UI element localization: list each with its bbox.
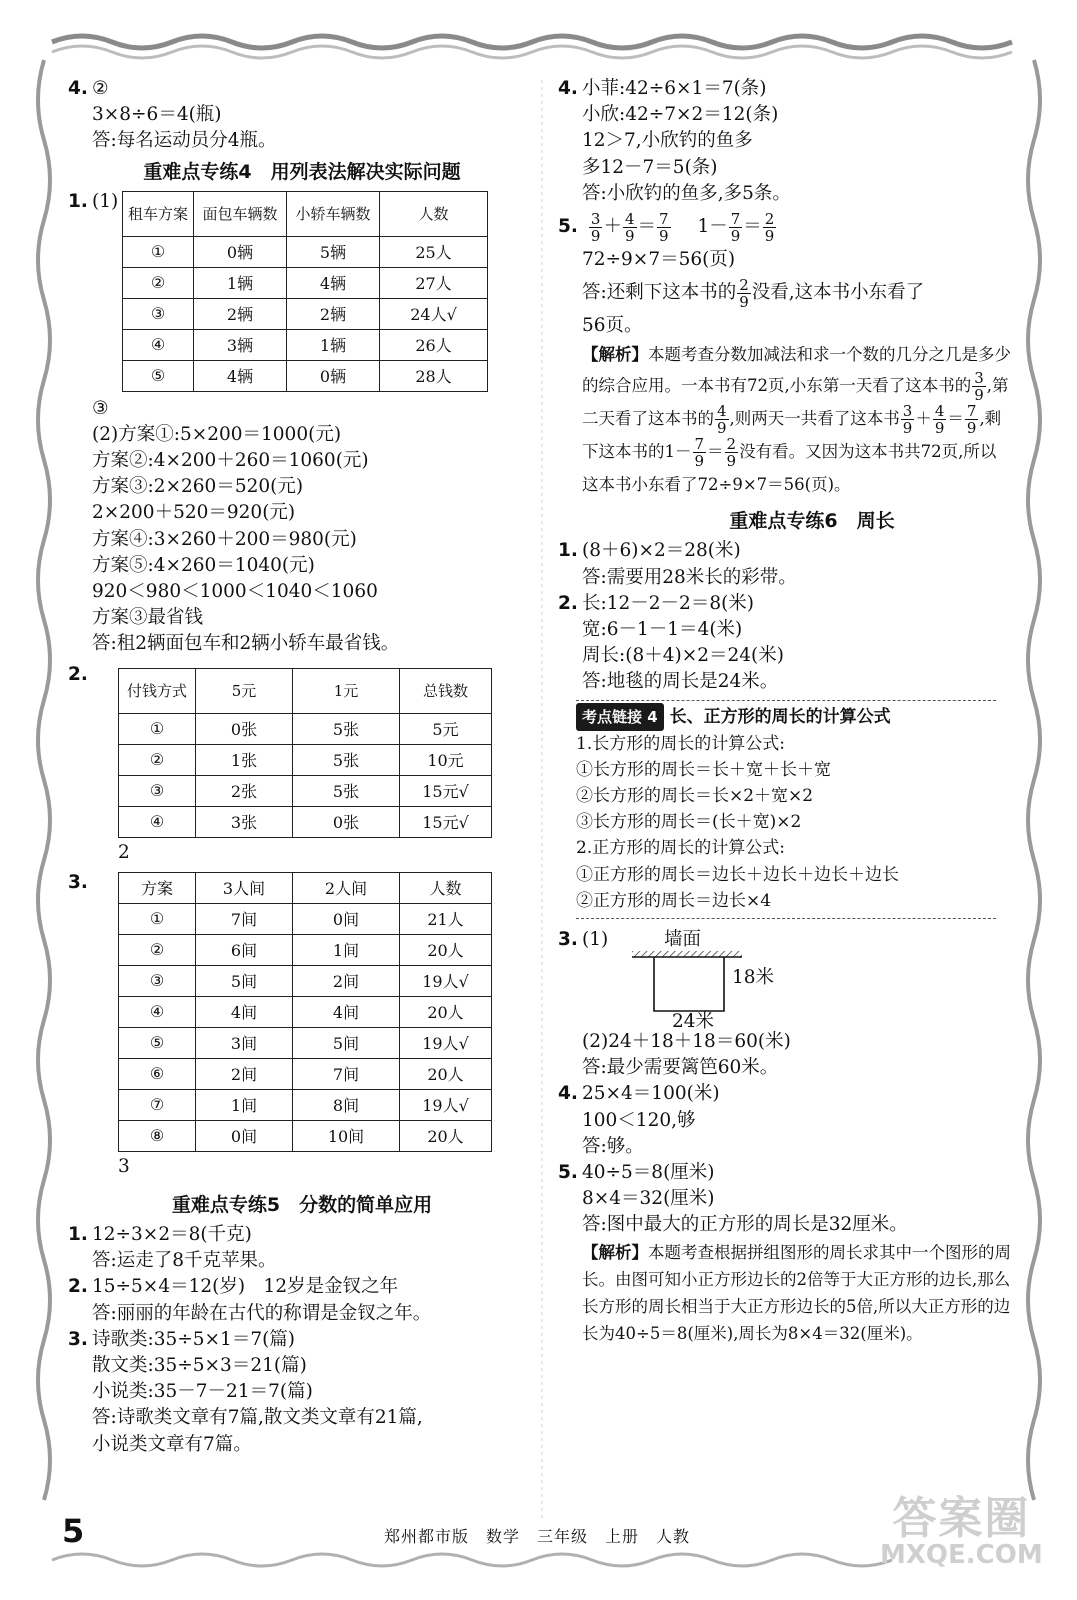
fraction: $\frac{3}{9}$ [902, 402, 913, 438]
answer-line: 方案③:2×260＝520(元) [92, 476, 304, 498]
table-row: ② 6间 1间 20人 [119, 934, 492, 965]
table-header-row: 方案 3人间 2人间 人数 [119, 872, 492, 903]
answer-line: 1. 12÷3×2＝8(千克) [68, 1224, 252, 1246]
answer-line: 4. 小菲:42÷6×1＝7(条) [558, 78, 767, 99]
question-number: 4. [68, 78, 88, 99]
answer-line: 周长:(8＋4)×2＝24(米) [582, 645, 784, 667]
answer-line: 宽:6－1－1＝4(米) [582, 619, 743, 641]
answer-line: 3 [118, 1155, 130, 1177]
fraction: $\frac{7}{9}$ [730, 209, 741, 245]
answer-line: 答:够。 [582, 1135, 644, 1157]
answer-line: 答:地毯的周长是24米。 [582, 671, 779, 693]
fraction: $\frac{4}{9}$ [717, 402, 727, 438]
answer-line: 2×200＋520＝920(元) [92, 502, 296, 524]
fraction: $\frac{3}{9}$ [590, 209, 601, 245]
table-row: ④ 3辆 1辆 26人 [123, 329, 488, 360]
answer-line: 4. 25×4＝100(米) [558, 1083, 720, 1105]
answer-line: 答:每名运动员分4瓶。 [92, 130, 277, 152]
answer-line: 方案④:3×260＋200＝980(元) [92, 528, 357, 550]
table-header-row: 付钱方式 5元 1元 总钱数 [119, 668, 492, 713]
formula-line: 2.正方形的周长的计算公式: [576, 838, 785, 859]
table-row: ④ 3张 0张 15元√ [119, 806, 492, 837]
answer-line: 12＞7,小欣钓的鱼多 [582, 130, 753, 152]
answer-line: 2. 15÷5×4＝12(岁) 12岁是金钗之年 [68, 1276, 399, 1298]
table-row: ⑥ 2间 7间 20人 [119, 1058, 492, 1089]
answer-line: 答:运走了8千克苹果。 [92, 1250, 277, 1272]
knowledge-link-title: 长、正方形的周长的计算公式 [669, 706, 891, 727]
fraction: $\frac{3}{9}$ [974, 369, 984, 405]
answer-line: 散文类:35÷5×3＝21(篇) [92, 1355, 307, 1377]
right-column [558, 76, 1042, 1347]
table-row: ③ 2辆 2辆 24人√ [123, 298, 488, 329]
answer-line: 56页。 [582, 315, 643, 337]
answer-line: 答:需要用28米长的彩带。 [582, 566, 797, 588]
analysis-paragraph: 【解析】本题考查分数加减法和求一个数的几分之几是多少的综合应用。一本书有72页,小东第一天看了这本书的 $\frac{3}{9}$ ,第二天看了这本书的 $\frac{4}{9}$ ,则两天一共看了这本书 $\frac{3}{9}$ ＋ $\frac{4}{9}$ ＝ $\frac{7}{9}$ ,剩下这本书的1－ $\frac{7}{9}$ ＝ $\frac{2}{9}$ 没有看。又因为这本书共72页,所以这本书小东看了72÷9×7＝56(页)。 [582, 345, 1011, 495]
answer-line: 方案②:4×200＋260＝1060(元) [92, 450, 369, 472]
fraction-equation: 5. $\frac{3}{9}$ ＋ $\frac{4}{9}$ ＝ $\frac{7}{9}$ 1－ $\frac{7}{9}$ ＝ $\frac{2}{9}$ [558, 209, 775, 245]
answer-line: 方案③最省钱 [92, 607, 204, 629]
answer-line: 3×8÷6＝4(瓶) [92, 104, 222, 126]
fraction: $\frac{2}{9}$ [726, 435, 737, 471]
answer-line: 答:最少需要篱笆60米。 [582, 1057, 779, 1079]
room-plan-table [118, 872, 492, 1152]
answer-line: 1. (8＋6)×2＝28(米) [558, 540, 741, 562]
answer-line: 920＜980＜1000＜1040＜1060 [92, 581, 378, 603]
answer-line: 方案⑤:4×260＝1040(元) [92, 554, 315, 576]
table-header-row: 租车方案 面包车辆数 小轿车辆数 人数 [123, 191, 488, 236]
fraction: $\frac{4}{9}$ [624, 209, 635, 245]
rental-plan-table [122, 191, 488, 392]
fence-figure: 3. (1) 墙面 18米 24米 [582, 927, 1042, 1025]
table-row: ① 0辆 5辆 25人 [123, 236, 488, 267]
wall-label: 墙面 [664, 929, 702, 951]
answer-line: 答:图中最大的正方形的周长是32厘米。 [582, 1214, 908, 1236]
knowledge-link-tag: 考点链接 4 [576, 703, 664, 731]
page-number: 5 [62, 1512, 85, 1550]
table-row: ⑤ 3间 5间 19人√ [119, 1027, 492, 1058]
answer-line: 4. ② [92, 76, 522, 102]
answer-line: 答:诗歌类文章有7篇,散文类文章有21篇, [92, 1407, 423, 1429]
answer-line: 答:小欣钓的鱼多,多5条。 [582, 182, 791, 204]
answer-line: 答:丽丽的年龄在古代的称谓是金钗之年。 [92, 1302, 432, 1324]
table-row: ③ 5间 2间 19人√ [119, 965, 492, 996]
answer-line: 2. 长:12－2－2＝8(米) [558, 592, 755, 614]
fraction: $\frac{7}{9}$ [966, 402, 977, 438]
answer-line: 小欣:42÷7×2＝12(条) [582, 104, 779, 126]
formula-line: ①长方形的周长＝长＋宽＋长＋宽 [576, 759, 831, 780]
fraction: $\frac{2}{9}$ [764, 209, 775, 245]
answer-line: 答:还剩下这本书的 $\frac{2}{9}$ 没看,这本书小东看了 [582, 275, 925, 311]
table-row: ① 0张 5张 5元 [119, 713, 492, 744]
section-title: 重难点专练6 周长 [729, 510, 895, 533]
answer-line: (2)24＋18＋18＝60(米) [582, 1031, 791, 1053]
knowledge-link-box [576, 700, 996, 919]
fraction: $\frac{4}{9}$ [934, 402, 945, 438]
fraction: $\frac{7}{9}$ [659, 209, 669, 245]
bottom-length-label: 24米 [672, 1011, 715, 1033]
answer-line: 3. 诗歌类:35÷5×1＝7(篇) [68, 1328, 296, 1350]
answer-line: 答:租2辆面包车和2辆小轿车最省钱。 [92, 633, 400, 655]
fence-outline [654, 957, 724, 1011]
table-row: ⑦ 1间 8间 19人√ [119, 1089, 492, 1120]
edition-info: 郑州都市版 数学 三年级 上册 人教 [384, 1527, 691, 1546]
formula-line: ②长方形的周长＝长×2＋宽×2 [576, 786, 814, 807]
section-title: 重难点专练5 分数的简单应用 [171, 1194, 433, 1217]
answer-line: ③ [92, 397, 109, 419]
table-row: ② 1辆 4辆 27人 [123, 267, 488, 298]
formula-line: 1.长方形的周长的计算公式: [576, 733, 785, 754]
answer-line: 5. 40÷5＝8(厘米) [558, 1162, 715, 1184]
analysis-paragraph: 【解析】本题考查根据拼组图形的周长求其中一个图形的周长。由图可知小正方形边长的2倍等于大正方形的边长,那么长方形的周长相当于大正方形边长的5倍,所以大正方形的边长为40÷5＝8(厘米),周长为8×4＝32(厘米)。 [582, 1242, 1011, 1343]
table-row: ① 7间 0间 21人 [119, 903, 492, 934]
answer-line: 2 [118, 841, 130, 863]
section-title: 重难点专练4 用列表法解决实际问题 [143, 160, 461, 183]
table-row: ④ 4间 4间 20人 [119, 996, 492, 1027]
answer-line: 小说类:35－7－21＝7(篇) [92, 1381, 313, 1403]
formula-line: ③长方形的周长＝(长＋宽)×2 [576, 812, 802, 833]
formula-line: ①正方形的周长＝边长＋边长＋边长＋边长 [576, 864, 899, 885]
formula-line: ②正方形的周长＝边长×4 [576, 890, 772, 911]
watermark: 答案圈 MXQE.COM [880, 1493, 1043, 1570]
table-row: ③ 2张 5张 15元√ [119, 775, 492, 806]
page-footer [60, 1512, 1020, 1552]
fraction: $\frac{7}{9}$ [694, 435, 705, 471]
payment-table [118, 668, 492, 838]
answer-line: 小说类文章有7篇。 [92, 1433, 252, 1455]
fraction: $\frac{2}{9}$ [739, 275, 749, 311]
table-row: ⑧ 0间 10间 20人 [119, 1120, 492, 1151]
left-column: 4. ② 3×8÷6＝4(瓶) 答:每名运动员分4瓶。 重难点专练4 用列表法解决实际问题 1. (1) 租车方案 面包车辆数 小轿车辆数 人数 ① 0辆 5辆 25人 ② 1辆 4辆 27人 ③ 2辆 2辆 24人√ ④ 3辆 1辆 26人 ⑤ 4辆 0辆 28人 ③ (2)方案①:5×200＝1000(元) 方案②:4×200＋260＝1060(元) 方案③:2×260＝520(元) 2×200＋520＝920(元) 方案④:3×260＋200＝980(元) 方案⑤:4×260＝1040(元) 920＜980＜1000＜1040＜1060 方案③最省钱 答:租2辆面包车和2辆小轿车最省钱。 2. 付钱方式 5元 1元 总钱数 ① 0张 5张 5元 ② 1张 5张 10元 ③ 2张 5张 15元√ ④ 3张 0张 15元√ 2 3. 方案 3人间 2人间 人数 ① 7间 0间 21人 ② 6间 1间 20人 ③ 5间 2间 19人√ ④ 4间 4间 20人 ⑤ 3间 5间 19人√ ⑥ 2间 7间 20人 ⑦ 1间 8间 19人√ ⑧ 0间 10间 20人 3 重难点专练5 分数的简单应用 1. 12÷3×2＝8(千克) 答:运走了8千克苹果。 2. 15÷5×4＝12(岁) 12岁是金钗之年 答:丽丽的年龄在古代的称谓是金钗之年。 3. 诗歌类:35÷5×1＝7(篇) 散文类:35÷5×3＝21(篇) 小说类:35－7－21＝7(篇) 答:诗歌类文章有7篇,散文类文章有21篇, 小说类文章有7篇。 [92, 76, 522, 1458]
table-row: ⑤ 4辆 0辆 28人 [123, 360, 488, 391]
answer-line: 8×4＝32(厘米) [582, 1188, 715, 1210]
answer-line: (2)方案①:5×200＝1000(元) [92, 423, 342, 445]
side-length-label: 18米 [732, 967, 775, 989]
table-row: ② 1张 5张 10元 [119, 744, 492, 775]
answer-line: 100＜120,够 [582, 1109, 696, 1131]
answer-line: 多12－7＝5(条) [582, 156, 718, 178]
answer-line: 72÷9×7＝56(页) [582, 249, 736, 271]
